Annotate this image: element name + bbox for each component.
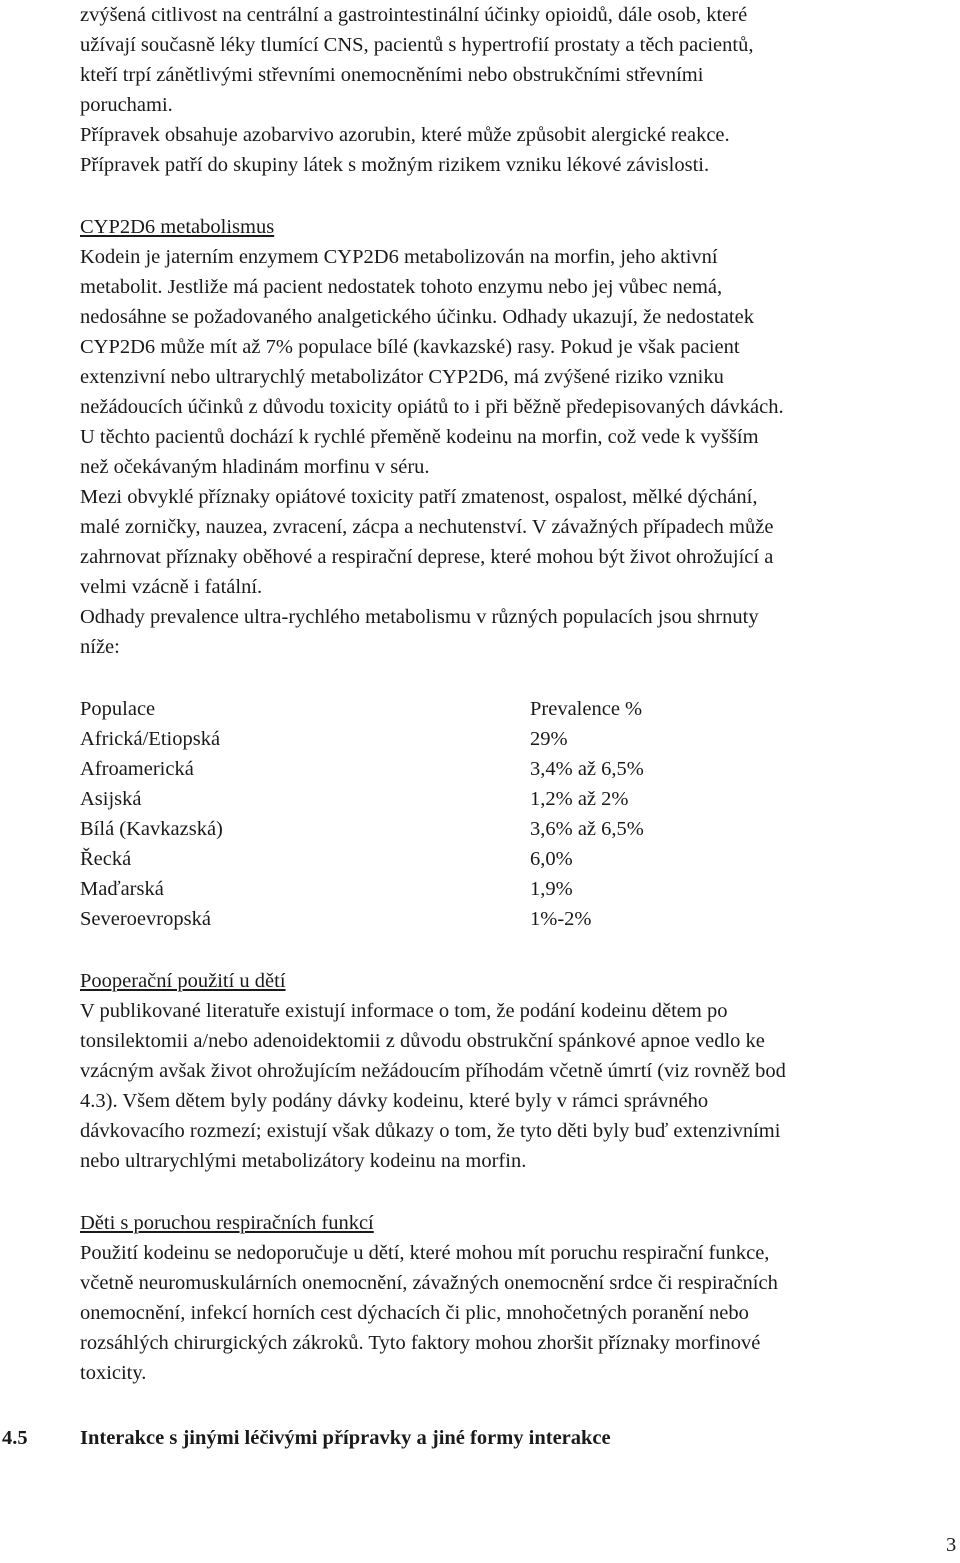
paragraph-line: CYP2D6 může mít až 7% populace bílé (kavkazské) rasy. Pokud je však pacient (80, 336, 740, 358)
paragraph-line: rozsáhlých chirurgických zákroků. Tyto faktory mohou zhoršit příznaky morfinové (80, 1332, 761, 1354)
paragraph-line: malé zorničky, nauzea, zvracení, zácpa a nechutenství. V závažných případech může (80, 516, 774, 538)
table-header-population: Populace (80, 698, 156, 720)
paragraph-line: než očekávaným hladinám morfinu v séru. (80, 456, 430, 478)
table-cell-prevalence: 3,6% až 6,5% (530, 818, 644, 840)
table-cell-prevalence: 3,4% až 6,5% (530, 758, 644, 780)
paragraph-line: tonsilektomii a/nebo adenoidektomii z důvodu obstrukční spánkové apnoe vedlo ke (80, 1030, 765, 1052)
table-cell-population: Africká/Etiopská (80, 728, 221, 750)
table-cell-prevalence: 1%-2% (530, 908, 592, 930)
section-title-respiratory: Děti s poruchou respiračních funkcí (80, 1212, 374, 1234)
paragraph-line: Mezi obvyklé příznaky opiátové toxicity patří zmatenost, ospalost, mělké dýchání, (80, 486, 758, 508)
paragraph-line: V publikované literatuře existují informace o tom, že podání kodeinu dětem po (80, 1000, 728, 1022)
section-title-postop: Pooperační použití u dětí (80, 970, 286, 992)
paragraph-line: Kodein je jaterním enzymem CYP2D6 metabolizován na morfin, jeho aktivní (80, 246, 718, 268)
table-cell-population: Asijská (80, 788, 142, 810)
section-heading: Interakce s jinými léčivými přípravky a jiné formy interakce (80, 1427, 611, 1449)
paragraph-line: toxicity. (80, 1362, 147, 1384)
paragraph-line: Přípravek obsahuje azobarvivo azorubin, které může způsobit alergické reakce. (80, 124, 730, 146)
paragraph-line: nedosáhne se požadovaného analgetického účinku. Odhady ukazují, že nedostatek (80, 306, 754, 328)
table-cell-prevalence: 6,0% (530, 848, 573, 870)
section-title-cyp2d6: CYP2D6 metabolismus (80, 216, 275, 238)
table-cell-prevalence: 1,9% (530, 878, 573, 900)
table-header-prevalence: Prevalence % (530, 698, 643, 720)
paragraph-line: dávkovacího rozmezí; existují však důkazy o tom, že tyto děti byly buď extenzivními (80, 1120, 781, 1142)
paragraph-line: U těchto pacientů dochází k rychlé přeměně kodeinu na morfin, což vede k vyšším (80, 426, 759, 448)
paragraph-line: poruchami. (80, 94, 173, 116)
paragraph-line: Přípravek patří do skupiny látek s možným rizikem vzniku lékové závislosti. (80, 154, 710, 176)
table-cell-population: Řecká (80, 848, 132, 870)
paragraph-line: Odhady prevalence ultra-rychlého metabolismu v různých populacích jsou shrnuty (80, 606, 759, 628)
paragraph-line: Použití kodeinu se nedoporučuje u dětí, které mohou mít poruchu respirační funkce, (80, 1242, 770, 1264)
section-number: 4.5 (2, 1427, 28, 1449)
paragraph-line: 4.3). Všem dětem byly podány dávky kodeinu, které byly v rámci správného (80, 1090, 709, 1112)
paragraph-line: nebo ultrarychlými metabolizátory kodeinu na morfin. (80, 1150, 527, 1172)
paragraph-line: vzácným avšak život ohrožujícím nežádoucím příhodám včetně úmrtí (viz rovněž bod (80, 1060, 786, 1082)
paragraph-line: níže: (80, 636, 120, 658)
table-cell-population: Maďarská (80, 878, 164, 900)
paragraph-line: kteří trpí zánětlivými střevními onemocněními nebo obstrukčními střevními (80, 64, 704, 86)
page-number: 3 (946, 1534, 957, 1556)
paragraph-line: onemocnění, infekcí horních cest dýchacích či plic, mnohočetných poranění nebo (80, 1302, 749, 1324)
paragraph-line: metabolit. Jestliže má pacient nedostatek tohoto enzymu nebo jej vůbec nemá, (80, 276, 723, 298)
paragraph-line: zvýšená citlivost na centrální a gastrointestinální účinky opioidů, dále osob, které (80, 4, 748, 26)
table-cell-population: Severoevropská (80, 908, 211, 930)
paragraph-line: nežádoucích účinků z důvodu toxicity opiátů to i při běžně předepisovaných dávkách. (80, 396, 784, 418)
table-cell-prevalence: 1,2% až 2% (530, 788, 629, 810)
paragraph-line: včetně neuromuskulárních onemocnění, závažných onemocnění srdce či respiračních (80, 1272, 778, 1294)
table-cell-prevalence: 29% (530, 728, 568, 750)
paragraph-line: extenzivní nebo ultrarychlý metabolizátor CYP2D6, má zvýšené riziko vzniku (80, 366, 724, 388)
paragraph-line: zahrnovat příznaky oběhové a respirační deprese, které mohou být život ohrožující a (80, 546, 774, 568)
paragraph-line: velmi vzácně i fatální. (80, 576, 263, 598)
table-cell-population: Bílá (Kavkazská) (80, 818, 223, 840)
paragraph-line: užívají současně léky tlumící CNS, pacientů s hypertrofií prostaty a těch pacientů, (80, 34, 754, 56)
table-cell-population: Afroamerická (80, 758, 194, 780)
